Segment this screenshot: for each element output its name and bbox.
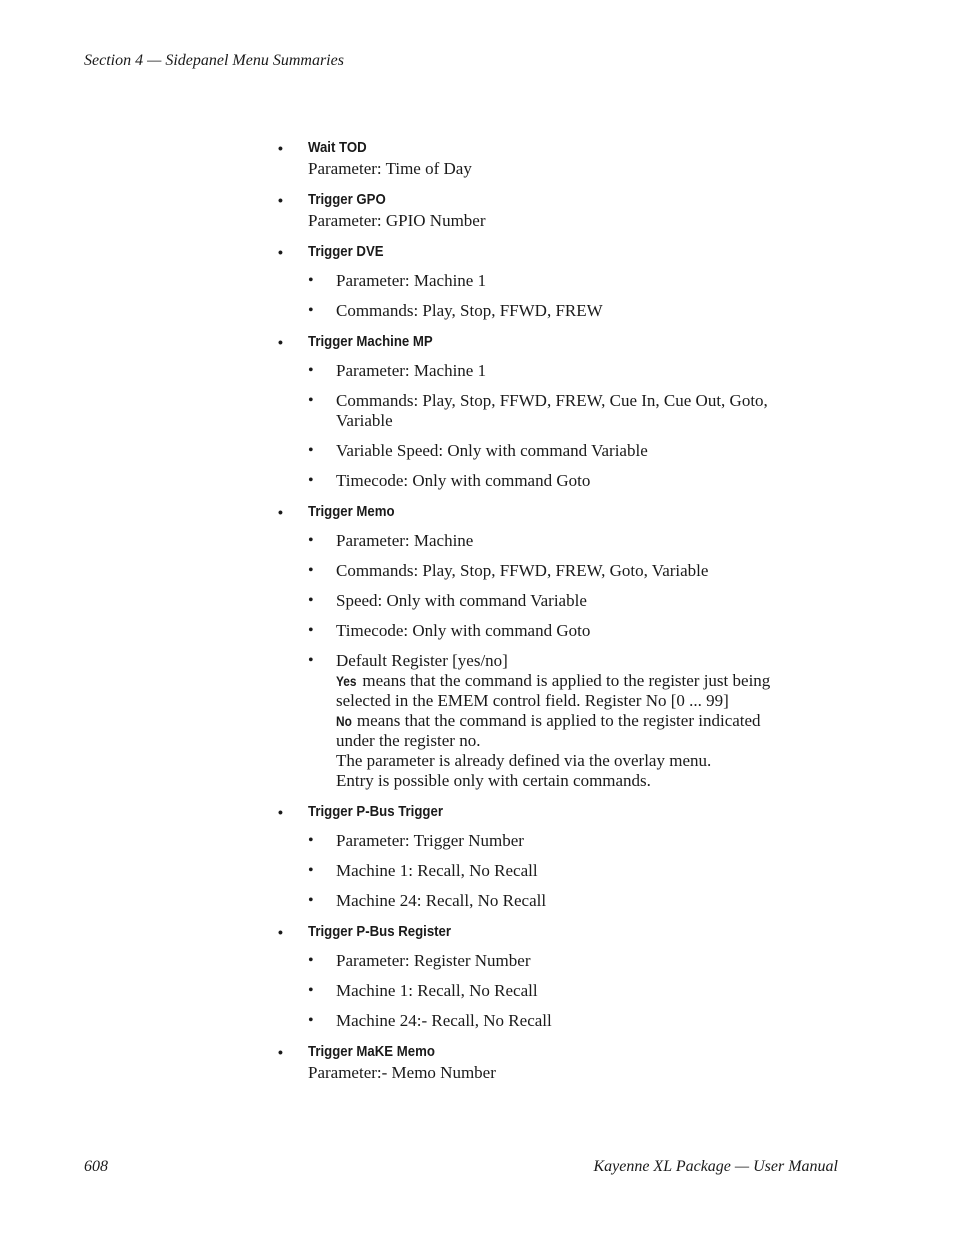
bullet-icon: •	[278, 804, 283, 820]
bullet-icon: •	[308, 982, 314, 999]
bullet-icon: •	[278, 924, 283, 940]
note-overlay-menu: The parameter is already defined via the overlay menu.	[336, 751, 712, 770]
note-certain-commands: Entry is possible only with certain commands.	[336, 771, 651, 790]
bullet-icon: •	[308, 952, 314, 969]
item-parameter: Parameter: Time of Day	[308, 159, 472, 178]
sub-list-item	[308, 391, 826, 431]
list-item	[0, 137, 954, 179]
bullet-icon: •	[308, 472, 314, 489]
sub-list-item	[308, 951, 826, 971]
sub-item-text: Timecode: Only with command Goto	[336, 471, 591, 490]
sub-list-item	[308, 861, 826, 881]
sub-list-item	[308, 621, 826, 641]
yes-text: means that the command is applied to the register just being	[362, 671, 771, 690]
yes-description	[336, 671, 826, 691]
bullet-icon: •	[308, 892, 314, 909]
bullet-icon: •	[278, 334, 283, 350]
bullet-icon: •	[308, 392, 314, 409]
bullet-icon: •	[308, 532, 314, 549]
sub-list-item	[308, 1011, 826, 1031]
sub-item-text: Variable Speed: Only with command Variable	[336, 441, 648, 460]
bullet-icon: •	[308, 652, 314, 669]
bullet-icon: •	[278, 192, 283, 208]
yes-keyword: Yes	[336, 673, 357, 689]
item-title: Trigger P-Bus Register	[308, 923, 452, 940]
sub-list	[308, 831, 954, 911]
sub-list	[308, 271, 954, 321]
list-item	[0, 1041, 954, 1083]
bullet-icon: •	[278, 1044, 283, 1060]
bullet-icon: •	[308, 1012, 314, 1029]
bullet-icon: •	[278, 244, 283, 260]
item-title: Trigger P-Bus Trigger	[308, 803, 443, 820]
running-head: Section 4 — Sidepanel Menu Summaries	[84, 52, 344, 69]
no-text: means that the command is applied to the register indicated	[356, 711, 761, 730]
sub-item-text: Machine 1: Recall, No Recall	[336, 861, 538, 880]
sub-list	[308, 361, 954, 491]
bullet-icon: •	[308, 562, 314, 579]
sub-list-item	[308, 891, 826, 911]
sub-list-item	[308, 831, 826, 851]
list-item	[0, 189, 954, 231]
sub-list-item	[308, 591, 826, 611]
no-description	[336, 711, 826, 731]
sub-item-text: Parameter: Machine 1	[336, 361, 487, 380]
bullet-icon: •	[308, 442, 314, 459]
sub-list-item	[308, 301, 826, 321]
bullet-icon: •	[278, 140, 283, 156]
sub-list-item-default-register	[308, 651, 826, 791]
sub-item-text: Parameter: Trigger Number	[336, 831, 524, 850]
menu-summary-list	[0, 137, 954, 1093]
bullet-icon: •	[278, 504, 283, 520]
sub-item-text: Parameter: Register Number	[336, 951, 531, 970]
list-item	[0, 241, 954, 321]
bullet-icon: •	[308, 362, 314, 379]
list-item	[0, 801, 954, 911]
item-title: Trigger Memo	[308, 503, 395, 520]
item-title: Trigger DVE	[308, 243, 384, 260]
sub-item-text: Commands: Play, Stop, FFWD, FREW, Goto, Variable	[336, 561, 709, 580]
sub-item-text: Machine 24: Recall, No Recall	[336, 891, 547, 910]
sub-list-item	[308, 441, 826, 461]
sub-item-text: Commands: Play, Stop, FFWD, FREW	[336, 301, 603, 320]
item-title: Wait TOD	[308, 139, 367, 156]
bullet-icon: •	[308, 862, 314, 879]
sub-item-text: Parameter: Machine	[336, 531, 474, 550]
sub-list-item	[308, 981, 826, 1001]
item-title: Trigger Machine MP	[308, 333, 433, 350]
item-title: Trigger MaKE Memo	[308, 1043, 435, 1060]
sub-list	[308, 531, 954, 791]
list-item	[0, 921, 954, 1031]
bullet-icon: •	[308, 592, 314, 609]
bullet-icon: •	[308, 622, 314, 639]
sub-list	[308, 951, 954, 1031]
sub-item-text: Machine 1: Recall, No Recall	[336, 981, 538, 1000]
page-number: 608	[84, 1158, 108, 1175]
sub-list-item	[308, 561, 826, 581]
sub-item-text: Speed: Only with command Variable	[336, 591, 587, 610]
list-item	[0, 501, 954, 791]
item-parameter: Parameter: GPIO Number	[308, 211, 486, 230]
sub-item-text: Timecode: Only with command Goto	[336, 621, 591, 640]
sub-list-item	[308, 531, 826, 551]
item-parameter: Parameter:- Memo Number	[308, 1063, 496, 1082]
yes-text-continued: selected in the EMEM control field. Register No [0 ... 99]	[336, 691, 729, 710]
sub-item-text: Commands: Play, Stop, FFWD, FREW, Cue In, Cue Out, Goto, Variable	[336, 391, 768, 430]
sub-list-item	[308, 471, 826, 491]
sub-list-item	[308, 271, 826, 291]
sub-item-text: Machine 24:- Recall, No Recall	[336, 1011, 552, 1030]
sub-list-item	[308, 361, 826, 381]
manual-title: Kayenne XL Package — User Manual	[593, 1158, 838, 1175]
list-item	[0, 331, 954, 491]
no-keyword: No	[336, 713, 352, 729]
sub-item-text: Parameter: Machine 1	[336, 271, 487, 290]
bullet-icon: •	[308, 272, 314, 289]
item-title: Trigger GPO	[308, 191, 386, 208]
default-register-label: Default Register [yes/no]	[336, 651, 508, 670]
no-text-continued: under the register no.	[336, 731, 481, 750]
bullet-icon: •	[308, 832, 314, 849]
bullet-icon: •	[308, 302, 314, 319]
